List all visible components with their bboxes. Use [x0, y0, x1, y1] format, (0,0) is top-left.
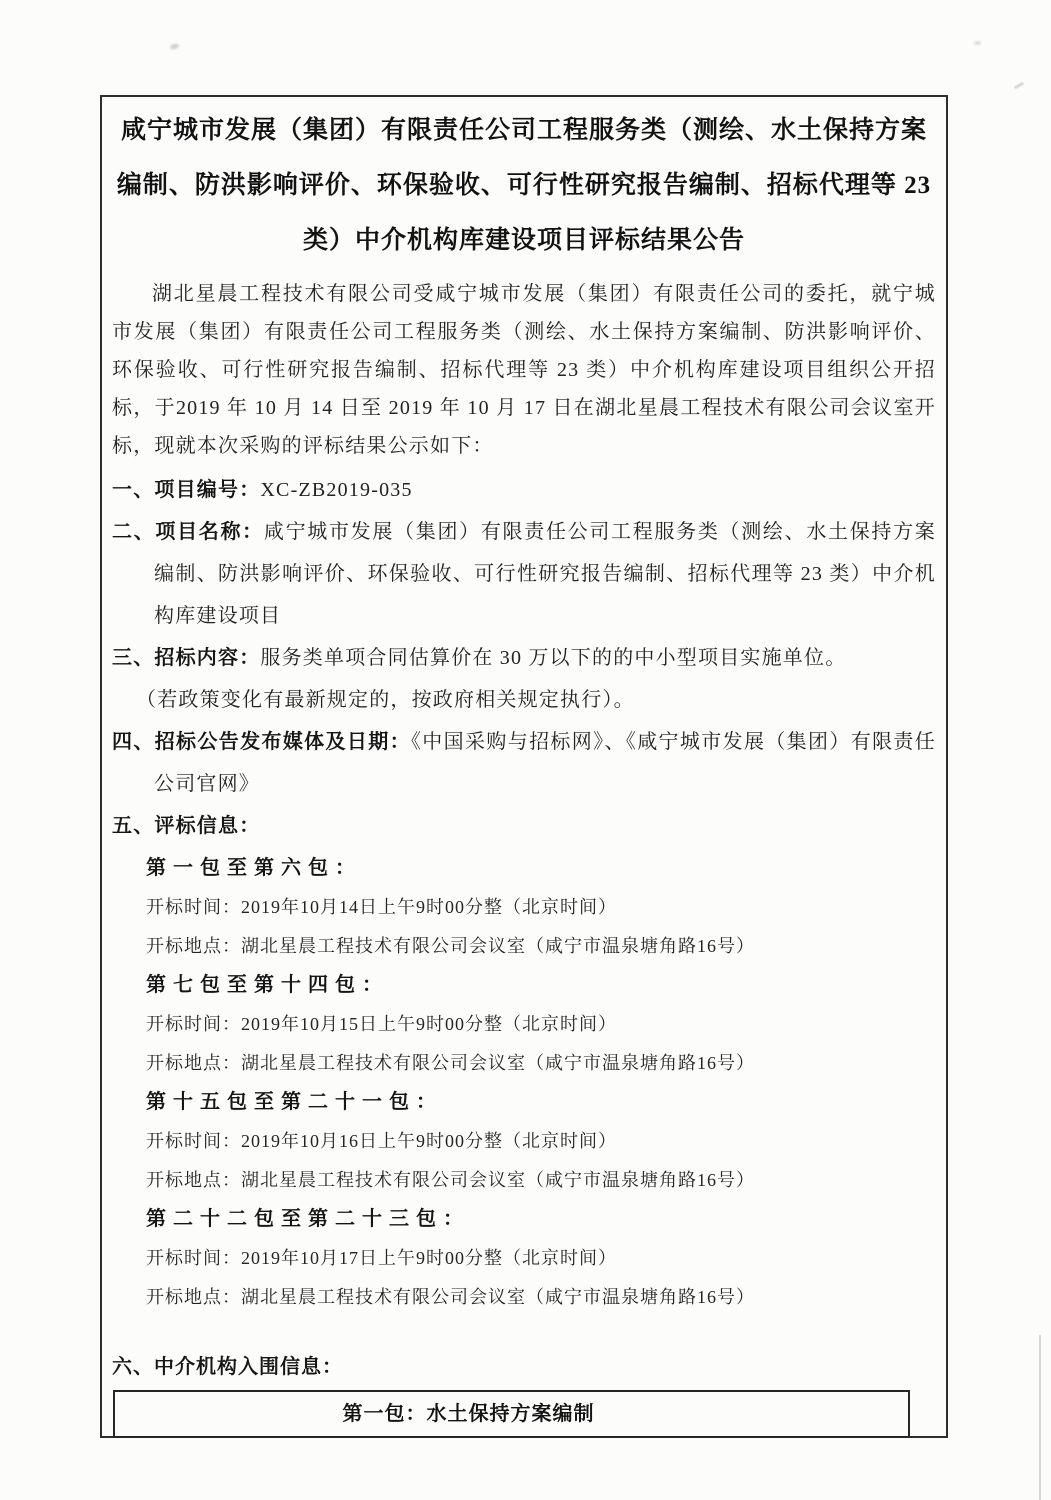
- package-open-time: 开标时间：2019年10月16日上午9时00分整（北京时间）: [146, 1131, 617, 1151]
- item-label: 四、招标公告发布媒体及日期：: [112, 731, 411, 753]
- item-label: 五、评标信息：: [112, 815, 261, 837]
- document-border: [100, 95, 948, 1438]
- package-block-2: [146, 966, 936, 1083]
- item-note: （若政策变化有最新规定的，按政府相关规定执行）。: [136, 689, 635, 711]
- package-open-place: 开标地点：湖北星晨工程技术有限公司会议室（咸宁市温泉塘角路16号）: [146, 1287, 755, 1307]
- package-range-header: 第二十二包至第二十三包：: [146, 1208, 470, 1230]
- item-evaluation-info: [112, 805, 936, 847]
- intro-paragraph: 湖北星晨工程技术有限公司受咸宁城市发展（集团）有限责任公司的委托，就宁城市发展（集团）有限责任公司工程服务类（测绘、水土保持方案编制、防洪影响评价、环保验收、可行性研究报告编制、招标代理等 23 类）中介机构库建设项目组织公开招标，于2019 年 10 月 14 日至 2019 年 10 月 17 日在湖北星晨工程技术有限公司会议室开标，现就本次采购的评标结果公示如下：: [112, 283, 936, 457]
- title-line-1: 咸宁城市发展（集团）有限责任公司工程服务类（测绘、水土保持方案: [120, 117, 927, 144]
- package-open-time: 开标时间：2019年10月14日上午9时00分整（北京时间）: [146, 897, 617, 917]
- package-block-1: [146, 849, 936, 966]
- item-announcement-media: [112, 721, 936, 805]
- item-bid-content: [112, 637, 936, 721]
- package-block-3: [146, 1083, 936, 1200]
- numbered-items: [112, 469, 936, 847]
- scan-speck: [1014, 82, 1024, 90]
- item-project-name: [112, 511, 936, 637]
- package-table-header-text: 第一包：水土保持方案编制: [342, 1403, 595, 1425]
- item-label: 二、项目名称：: [112, 521, 264, 543]
- package-open-place: 开标地点：湖北星晨工程技术有限公司会议室（咸宁市温泉塘角路16号）: [146, 936, 755, 956]
- package-open-place: 开标地点：湖北星晨工程技术有限公司会议室（咸宁市温泉塘角路16号）: [146, 1170, 755, 1190]
- scan-speck: [170, 43, 180, 50]
- item-text: XC-ZB2019-035: [260, 479, 413, 501]
- item-text: 《中国采购与招标网》、《咸宁城市发展（集团）有限责任公司官网》: [154, 731, 936, 795]
- package-table-header-cell: [113, 1390, 910, 1438]
- item-text: 咸宁城市发展（集团）有限责任公司工程服务类（测绘、水土保持方案编制、防洪影响评价、环保验收、可行性研究报告编制、招标代理等 23 类）中介机构库建设项目: [154, 521, 937, 627]
- section-6-label: 六、中介机构入围信息：: [112, 1356, 343, 1378]
- title-line-3: 类）中介机构库建设项目评标结果公告: [302, 227, 745, 254]
- item-text: 服务类单项合同估算价在 30 万以下的的中小型项目实施单位。: [260, 647, 847, 669]
- package-range-header: 第七包至第十四包：: [146, 974, 389, 996]
- item-project-number: [112, 469, 936, 511]
- package-block-4: [146, 1200, 936, 1317]
- item-label: 三、招标内容：: [112, 647, 261, 669]
- document-title: [110, 103, 938, 268]
- evaluation-packages: [146, 849, 936, 1317]
- package-open-time: 开标时间：2019年10月17日上午9时00分整（北京时间）: [146, 1248, 617, 1268]
- package-open-place: 开标地点：湖北星晨工程技术有限公司会议室（咸宁市温泉塘角路16号）: [146, 1053, 755, 1073]
- item-label: 一、项目编号：: [112, 479, 261, 501]
- scan-speck: [974, 41, 981, 45]
- package-range-header: 第十五包至第二十一包：: [146, 1091, 443, 1113]
- title-line-2: 编制、防洪影响评价、环保验收、可行性研究报告编制、招标代理等 23: [116, 172, 932, 199]
- scan-edge-shadow: [1039, 1335, 1041, 1500]
- package-open-time: 开标时间：2019年10月15日上午9时00分整（北京时间）: [146, 1014, 617, 1034]
- package-range-header: 第一包至第六包：: [146, 857, 362, 879]
